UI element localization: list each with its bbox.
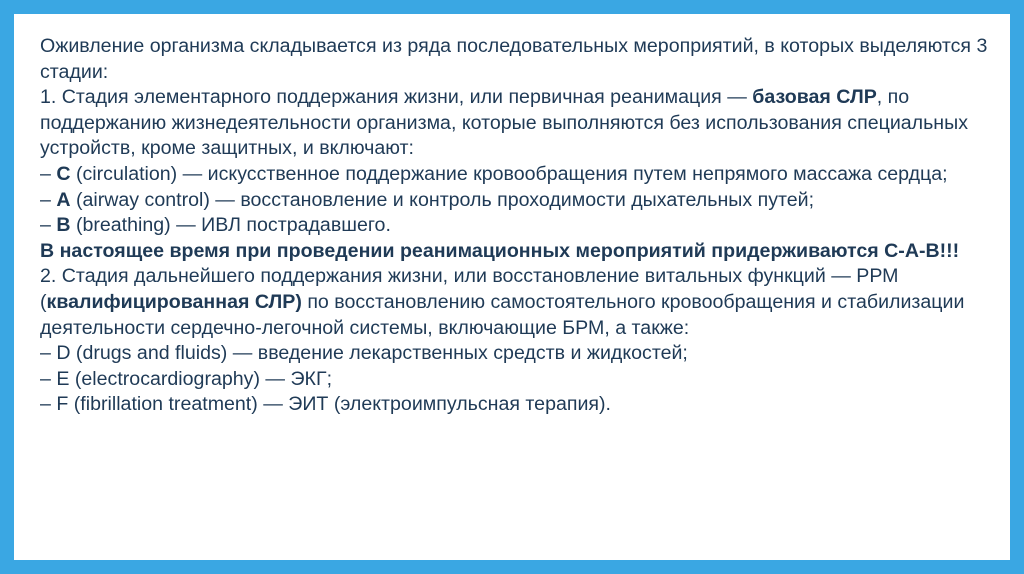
item-letter: В: [56, 214, 71, 237]
stage-1-suffix: , по поддержанию жизнедеятельности организма, которые выполняются без использования специальных устройств, кроме защитных, и включают:: [40, 86, 969, 160]
item-text: (circulation) — искусственное поддержание кровообращения путем непрямого массажа сердца;: [70, 162, 948, 185]
stage-2-item-e: – Е (electrocardiography) — ЭКГ;: [40, 367, 333, 390]
item-dash: –: [40, 162, 57, 185]
intro-paragraph: Оживление организма складывается из ряда последовательных мероприятий, в которых выделяются 3 стадии:: [40, 35, 988, 83]
item-letter: С: [56, 162, 71, 185]
stage-1-paragraph: [40, 85, 990, 162]
item-text: (breathing) — ИВЛ пострадавшего.: [70, 214, 391, 237]
stage-1-item-a: [40, 188, 990, 214]
slide-text: [40, 34, 990, 418]
stage-1-prefix: 1. Стадия элементарного поддержания жизни, или первичная реанимация —: [40, 86, 753, 109]
stage-2-suffix: по восстановлению самостоятельного кровообращения и стабилизации деятельности сердечно-легочной системы, включающие БРМ, а также:: [40, 290, 965, 339]
stage-1-item-b: [40, 213, 990, 239]
item-text: (airway control) — восстановление и контроль проходимости дыхательных путей;: [70, 188, 815, 211]
stage-2-item-f: – F (fibrillation treatment) — ЭИТ (электроимпульсная терапия).: [40, 393, 612, 416]
stage-2-bold: квалифицированная СЛР): [46, 290, 302, 313]
stage-1-bold: базовая СЛР: [752, 86, 877, 109]
cab-note: В настоящее время при проведении реанимационных мероприятий придерживаются С-А-В!!!: [40, 239, 960, 262]
stage-2-paragraph: [40, 264, 990, 341]
stage-2-item-d: – D (drugs and fluids) — введение лекарственных средств и жидкостей;: [40, 342, 688, 365]
item-dash: –: [40, 188, 57, 211]
item-dash: –: [40, 214, 57, 237]
item-letter: А: [56, 188, 71, 211]
stage-1-item-c: [40, 162, 990, 188]
stage-2-prefix: 2. Стадия дальнейшего поддержания жизни, или восстановление витальных функций — РРМ (: [40, 265, 899, 313]
